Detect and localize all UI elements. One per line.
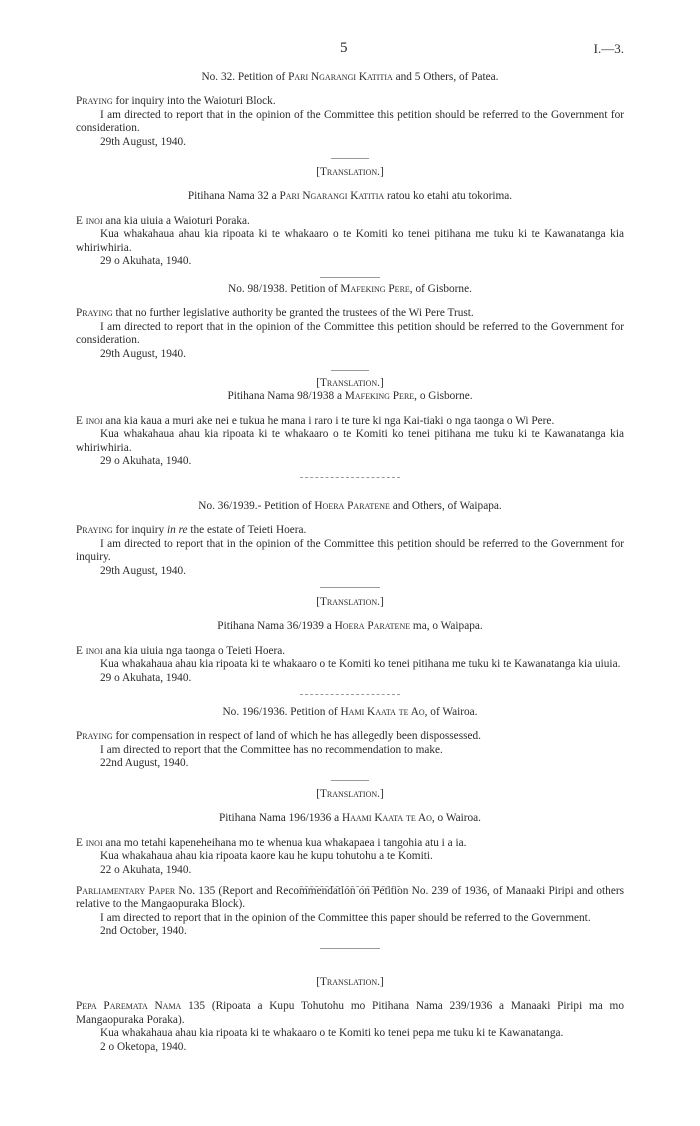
page-header <box>76 42 624 58</box>
petition-32-translation <box>76 166 624 278</box>
section-divider <box>331 370 369 371</box>
prayer: E inoi ana kia uiuia nga taonga o Teieti Hoera. <box>76 644 286 657</box>
translation-label: [Translation.] <box>316 976 384 988</box>
prayer: E inoi ana kia kaua a muri ake nei e tukua he mana i raro i te ture ki nga Kai-tiaki o nga taonga o Wi Pere. <box>76 414 555 427</box>
date: 29th August, 1940. <box>100 347 186 360</box>
translation-label: [Translation.] <box>316 377 384 389</box>
report: Kua whakahaua ahau kia ripoata ki te whakaaro o te Komiti ko tenei pitihana me tuku ki te Kawanatanga kia whiriwhiria. <box>76 228 624 254</box>
report: Kua whakahaua ahau kia ripoata ki te whakaaro o te Komiti ko tenei pepa me tuku ki te Kawanatanga. <box>100 1027 564 1040</box>
date: 22nd August, 1940. <box>100 757 189 770</box>
prayer: E inoi ana mo tetahi kapeneheihana mo te whenua kua whakapaea i tangohia atu i a ia. <box>76 836 467 849</box>
section-divider <box>300 694 400 695</box>
report: I am directed to report that in the opinion of the Committee this petition should be referred to the Government for inquiry. <box>76 537 624 564</box>
petition-title: No. 196/1936. Petition of Hami Kaata te Ao, of Wairoa. <box>222 706 478 718</box>
section-divider <box>320 277 380 278</box>
section-divider <box>331 158 369 159</box>
report: I am directed to report that in the opinion of the Committee this petition should be referred to the Government for consideration. <box>76 320 624 347</box>
date: 22 o Akuhata, 1940. <box>100 863 192 876</box>
petition-196-english <box>76 706 624 781</box>
date: 2nd October, 1940. <box>100 925 187 938</box>
date: 29th August, 1940. <box>100 564 186 577</box>
date: 2 o Oketopa, 1940. <box>100 1040 187 1053</box>
prayer: Praying that no further legislative authority be granted the trustees of the Wi Pere Trust. <box>76 307 474 320</box>
prayer: E inoi ana kia uiuia a Waioturi Poraka. <box>76 214 250 227</box>
report: Kua whakahaua ahau kia ripoata ki te whakaaro o te Komiti ko tenei pitihana me tuku ki te Kawanatanga kia whiriwhiria. <box>76 428 624 454</box>
petition-98-english <box>76 283 624 371</box>
translation-label: [Translation.] <box>316 166 384 178</box>
prayer: Praying for inquiry into the Waioturi Block. <box>76 95 276 108</box>
parliamentary-paper-translation <box>76 976 624 1054</box>
petition-title: Pitihana Nama 196/1936 a Haami Kaata te Ao, o Wairoa. <box>219 812 481 825</box>
section-divider <box>320 948 380 949</box>
date: 29th August, 1940. <box>100 135 186 148</box>
report: I am directed to report that the Committee has no recommendation to make. <box>100 743 443 756</box>
paper-description: Pepa Paremata Nama 135 (Ripoata a Kupu Tohutohu mo Pitihana Nama 239/1936 a Manaaki Piripi ma mo Mangaopuraka Poraka). <box>76 1000 624 1026</box>
petition-36-translation <box>76 596 624 695</box>
report: I am directed to report that in the opinion of the Committee this petition should be referred to the Government for consideration. <box>76 108 624 135</box>
petition-title: Pitihana Nama 98/1938 a Mafeking Pere, o Gisborne. <box>227 390 473 403</box>
section-divider <box>320 587 380 588</box>
petition-title: Pitihana Nama 36/1939 a Hoera Paratene ma, o Waipapa. <box>217 620 483 633</box>
petition-196-translation <box>76 788 624 887</box>
date: 29 o Akuhata, 1940. <box>100 455 192 468</box>
petition-32-english <box>76 71 624 159</box>
report: I am directed to report that in the opinion of the Committee this paper should be referred to the Government. <box>100 911 591 924</box>
petition-title: Pitihana Nama 32 a Pari Ngarangi Katitia ratou ko etahi atu tokorima. <box>187 190 513 203</box>
report: Kua whakahaua ahau kia ripoata ki te whakaaro o te Komiti ko tenei pitihana me tuku ki te Kawanatanga kia uiuia. <box>100 658 621 671</box>
section-divider <box>300 477 400 478</box>
prayer: Praying for inquiry in re the estate of Teieti Hoera. <box>76 524 307 537</box>
prayer: Praying for compensation in respect of land of which he has allegedly been dispossessed. <box>76 730 481 743</box>
petition-title: No. 32. Petition of Pari Ngarangi Katitia and 5 Others, of Patea. <box>201 71 499 83</box>
translation-label: [Translation.] <box>316 596 384 608</box>
petition-36-english <box>76 500 624 588</box>
document-reference: I.—3. <box>593 41 624 56</box>
petition-title: No. 98/1938. Petition of Mafeking Pere, of Gisborne. <box>228 283 472 295</box>
page-number: 5 <box>340 40 348 56</box>
parliamentary-paper-english <box>76 885 624 949</box>
petition-98-translation <box>76 377 624 478</box>
date: 29 o Akuhata, 1940. <box>100 671 192 684</box>
paper-description: Parliamentary Paper No. 135 (Report and Recommendation on Petition No. 239 of 1936, of Manaaki Piripi and others relative to the Mangaopuraka Block). <box>76 885 624 911</box>
section-divider <box>331 780 369 781</box>
report: Kua whakahaua ahau kia ripoata kaore kau he kupu tohutohu a te Komiti. <box>100 850 433 863</box>
petition-title: No. 36/1939.- Petition of Hoera Paratene and Others, of Waipapa. <box>198 500 502 512</box>
translation-label: [Translation.] <box>316 788 384 800</box>
date: 29 o Akuhata, 1940. <box>100 255 192 268</box>
